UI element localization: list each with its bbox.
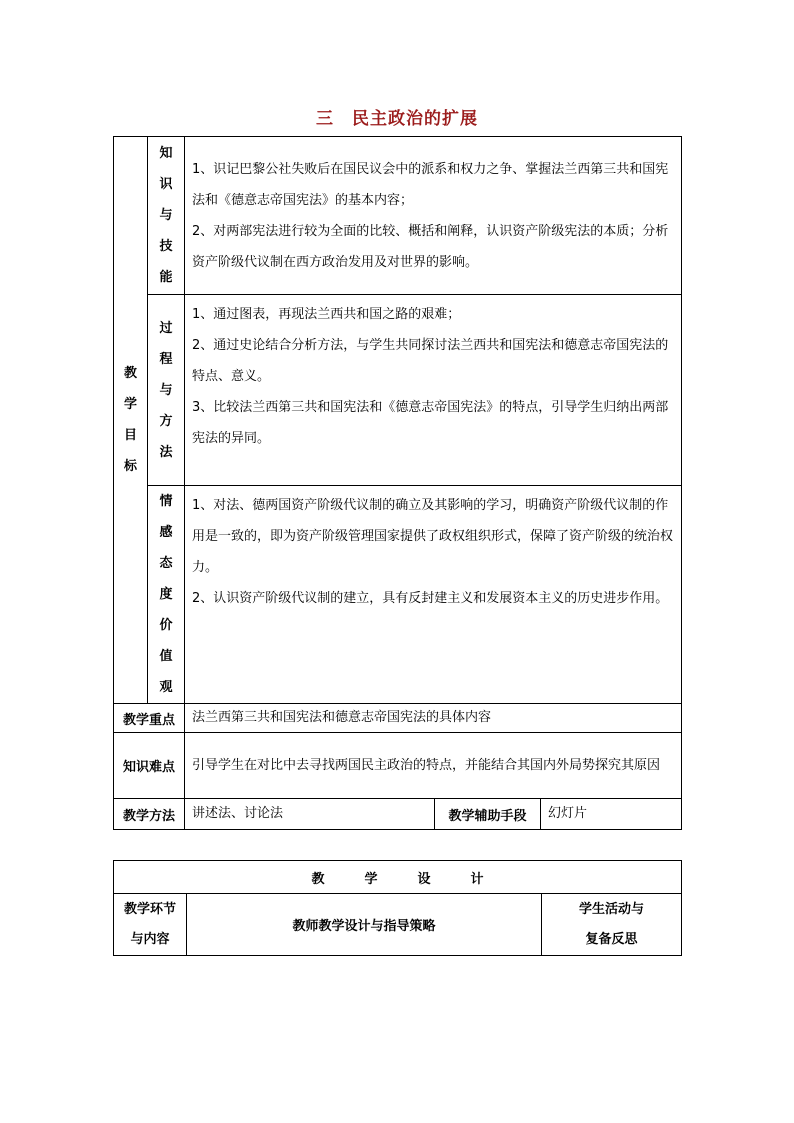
process-item: 1、通过图表，再现法兰西共和国之路的艰难； [192, 307, 461, 322]
process-item: 2、通过史论结合分析方法，与学生共同探讨法兰西共和国宪法和德意志帝国宪法的特点、意义。 [192, 338, 669, 384]
method-label: 教学方法 [114, 799, 185, 830]
difficulty-value: 引导学生在对比中去寻找两国民主政治的特点，并能结合其国内外局势探究其原因 [185, 733, 682, 799]
aid-value: 幻灯片 [541, 799, 682, 830]
row-label-attitude: 情 感 态 度 价 值 观 [148, 486, 185, 704]
knowledge-item: 1、识记巴黎公社失败后在国民议会中的派系和权力之争、掌握法兰西第三共和国宪法和《德意志帝国宪法》的基本内容； [192, 161, 669, 208]
knowledge-content [185, 137, 682, 295]
difficulty-label: 知识难点 [114, 733, 185, 799]
key-point-label: 教学重点 [114, 704, 185, 733]
page-title: 三 民主政治的扩展 [316, 109, 478, 129]
design-table [113, 860, 682, 956]
process-item: 3、比较法兰西第三共和国宪法和《德意志帝国宪法》的特点，引导学生归纳出两部宪法的异同。 [192, 400, 669, 446]
key-point-value: 法兰西第三共和国宪法和德意志帝国宪法的具体内容 [185, 704, 682, 733]
row-label-process: 过 程 与 方 法 [148, 295, 185, 486]
aid-label: 教学辅助手段 [435, 799, 541, 830]
knowledge-item: 2、对两部宪法进行较为全面的比较、概括和阐释，认识资产阶级宪法的本质；分析资产阶级代议制在西方政治发用及对世界的影响。 [192, 223, 669, 270]
method-value: 讲述法、讨论法 [185, 799, 435, 830]
objectives-label: 教 学 目 标 [114, 137, 148, 704]
attitude-item: 2、认识资产阶级代议制的建立，具有反封建主义和发展资本主义的历史进步作用。 [192, 591, 669, 606]
design-header: 教学设计 [114, 861, 682, 894]
design-col-teacher: 教师教学设计与指导策略 [187, 894, 542, 956]
design-col-student: 学生活动与 复备反思 [542, 894, 682, 956]
attitude-content [185, 486, 682, 704]
process-content [185, 295, 682, 486]
design-col-stage: 教学环节 与内容 [114, 894, 187, 956]
objectives-table [113, 136, 682, 830]
attitude-item: 1、对法、德两国资产阶级代议制的确立及其影响的学习，明确资产阶级代议制的作用是一致的，即为资产阶级管理国家提供了政权组织形式，保障了资产阶级的统治权力。 [192, 498, 674, 575]
row-label-knowledge: 知 识 与 技 能 [148, 137, 185, 295]
